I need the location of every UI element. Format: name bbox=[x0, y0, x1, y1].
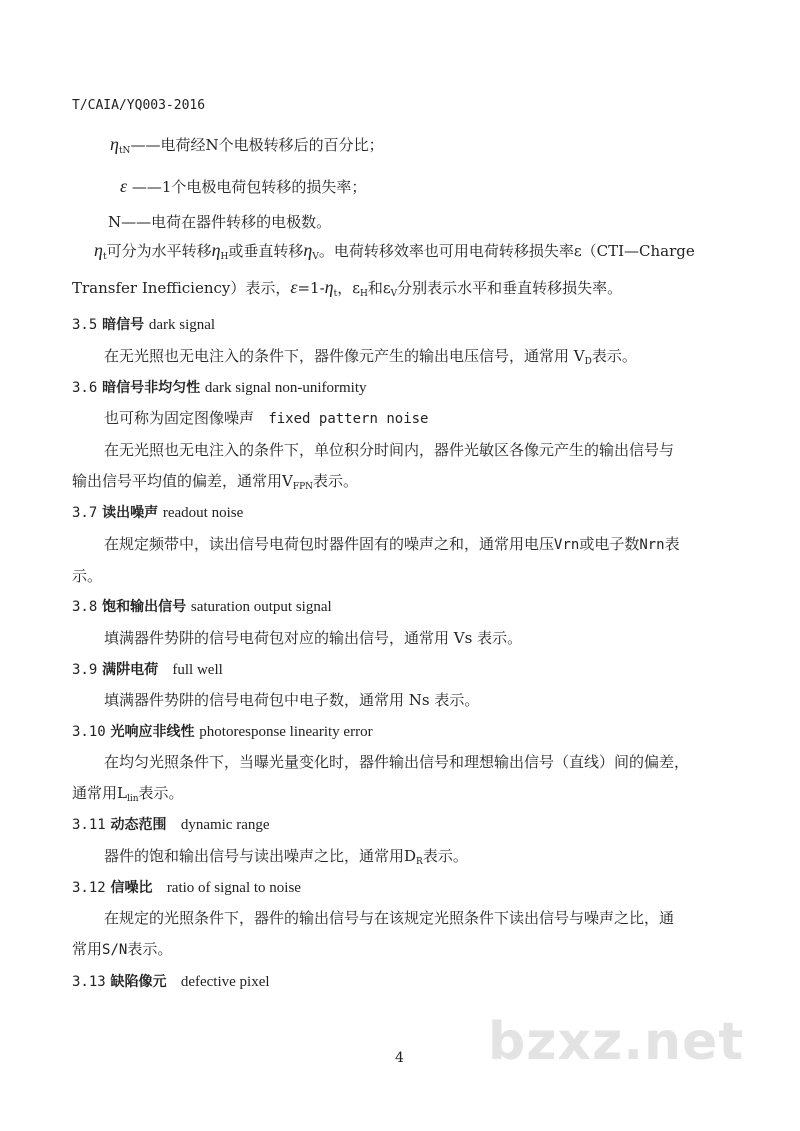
section-number: 3.8 bbox=[72, 599, 98, 615]
sub-v: V bbox=[390, 289, 398, 299]
body-symbol: Nrn bbox=[639, 537, 665, 553]
section-heading bbox=[72, 502, 243, 523]
epsilon-text: ——1个电极电荷包转移的损失率； bbox=[131, 178, 367, 196]
section-heading bbox=[72, 721, 373, 742]
body-text: 表示。 bbox=[127, 940, 173, 958]
section-number: 3.9 bbox=[72, 662, 98, 678]
cte-text-d: Transfer Inefficiency）表示， bbox=[72, 279, 291, 297]
body-text: 表示。 bbox=[422, 847, 468, 865]
section-number: 3.12 bbox=[72, 880, 106, 896]
term-english: photoresponse linearity error bbox=[199, 724, 373, 740]
n-definition: N——电荷在器件转移的电极数。 bbox=[108, 213, 332, 231]
cte-line-2 bbox=[72, 277, 622, 304]
page-number: 4 bbox=[395, 1050, 404, 1066]
section-body: 在均匀光照条件下，当曝光量变化时，器件输出信号和理想输出信号（直线）间的偏差， bbox=[104, 753, 690, 771]
section-body: 填满器件势阱的信号电荷包中电子数，通常用 Ns 表示。 bbox=[104, 691, 480, 709]
term-english: readout noise bbox=[162, 505, 244, 521]
body-text: 或电子数 bbox=[579, 535, 640, 553]
section-heading bbox=[72, 971, 270, 992]
section-number: 3.13 bbox=[72, 974, 106, 990]
body-text: 输出信号平均值的偏差，通常用V bbox=[72, 472, 293, 490]
cte-text-c: 。电荷转移效率也可用电荷转移损失率ε（CTI—Charge bbox=[318, 242, 695, 260]
cte-line-1 bbox=[94, 240, 695, 267]
section-body: 填满器件势阱的信号电荷包对应的输出信号，通常用 Vs 表示。 bbox=[104, 629, 523, 647]
subscript: R bbox=[416, 857, 423, 867]
term-chinese: 读出噪声 bbox=[102, 505, 159, 521]
sub-t: t bbox=[333, 289, 338, 299]
term-chinese: 饱和输出信号 bbox=[102, 599, 187, 615]
body-text: 表示。 bbox=[313, 472, 359, 490]
body-text: 常用 bbox=[72, 940, 103, 958]
sub-t: t bbox=[102, 252, 107, 262]
eta-subscript: tN bbox=[118, 146, 131, 156]
section-number: 3.5 bbox=[72, 317, 98, 333]
epsilon-definition bbox=[120, 176, 366, 197]
body-symbol: S/N bbox=[102, 942, 128, 958]
cte-text-g: 和ε bbox=[367, 279, 391, 297]
term-english: full well bbox=[172, 662, 223, 678]
term-chinese: 暗信号 bbox=[102, 317, 145, 333]
term-chinese: 暗信号非均匀性 bbox=[102, 380, 201, 396]
subscript: FPN bbox=[292, 482, 314, 492]
subscript: lin bbox=[126, 794, 139, 804]
section-heading bbox=[72, 814, 270, 835]
section-number: 3.6 bbox=[72, 380, 98, 396]
term-english: dynamic range bbox=[180, 817, 270, 833]
section-number: 3.7 bbox=[72, 505, 98, 521]
eta-symbol: η bbox=[303, 240, 313, 260]
subscript: D bbox=[584, 357, 592, 367]
section-body: 在规定的光照条件下，器件的输出信号与在该规定光照条件下读出信号与噪声之比，通 bbox=[104, 909, 675, 927]
sub-h: H bbox=[360, 289, 368, 299]
section-number: 3.11 bbox=[72, 817, 106, 833]
cte-text-e: =1- bbox=[297, 279, 325, 297]
cte-text-h: 分别表示水平和垂直转移损失率。 bbox=[397, 279, 623, 297]
epsilon-symbol: ε bbox=[290, 277, 298, 297]
sub-v: V bbox=[312, 252, 319, 262]
section-body bbox=[104, 846, 468, 872]
cte-text-b: 或垂直转移 bbox=[228, 242, 304, 260]
section-body bbox=[104, 534, 680, 555]
body-text: 在无光照也无电注入的条件下，器件像元产生的输出电压信号，通常用 V bbox=[104, 347, 585, 365]
section-number: 3.10 bbox=[72, 724, 106, 740]
body-text: 在规定频带中，读出信号电荷包时器件固有的噪声之和，通常用电压 bbox=[104, 535, 555, 553]
eta-symbol: η bbox=[94, 240, 103, 260]
alt-term-chinese: 也可称为固定图像噪声 bbox=[104, 409, 255, 427]
term-english: saturation output signal bbox=[190, 599, 332, 615]
eta-text: ——电荷经N个电极转移后的百分比； bbox=[130, 136, 384, 154]
term-english: dark signal bbox=[148, 317, 216, 333]
section-heading bbox=[72, 596, 332, 617]
cte-text-f: ，ε bbox=[337, 279, 360, 297]
section-body: 在无光照也无电注入的条件下，单位积分时间内，器件光敏区各像元产生的输出信号与 bbox=[104, 441, 675, 459]
term-chinese: 动态范围 bbox=[110, 817, 167, 833]
eta-symbol: η bbox=[211, 240, 221, 260]
epsilon-symbol: ε bbox=[120, 176, 128, 196]
section-body bbox=[72, 471, 358, 497]
body-text: 器件的饱和输出信号与读出噪声之比，通常用D bbox=[104, 847, 417, 865]
sub-h: H bbox=[220, 252, 229, 262]
eta-symbol: η bbox=[324, 277, 334, 297]
section-heading bbox=[72, 659, 223, 680]
body-symbol: Vrn bbox=[554, 537, 580, 553]
section-body: 示。 bbox=[72, 567, 103, 585]
body-text: 通常用L bbox=[72, 784, 127, 802]
watermark: bzxz.net bbox=[488, 1012, 745, 1072]
eta-symbol: η bbox=[110, 134, 119, 154]
body-text: 表示。 bbox=[591, 347, 637, 365]
section-heading bbox=[72, 377, 367, 398]
term-english: ratio of signal to noise bbox=[166, 880, 301, 896]
term-chinese: 满阱电荷 bbox=[102, 662, 159, 678]
section-body bbox=[72, 783, 184, 809]
body-text: 表 bbox=[664, 535, 680, 553]
eta-definition bbox=[110, 134, 384, 161]
section-body bbox=[104, 346, 637, 372]
body-text: 表示。 bbox=[138, 784, 184, 802]
term-chinese: 信噪比 bbox=[110, 880, 153, 896]
section-heading bbox=[72, 877, 301, 898]
alt-term-english: fixed pattern noise bbox=[268, 411, 429, 427]
section-body bbox=[72, 939, 172, 960]
standard-code: T/CAIA/YQ003-2016 bbox=[72, 98, 206, 113]
section-heading bbox=[72, 314, 215, 335]
term-chinese: 光响应非线性 bbox=[110, 724, 195, 740]
term-english: defective pixel bbox=[180, 974, 270, 990]
section-alt-term bbox=[104, 408, 428, 429]
cte-text-a: 可分为水平转移 bbox=[106, 242, 212, 260]
term-chinese: 缺陷像元 bbox=[110, 974, 167, 990]
term-english: dark signal non-uniformity bbox=[204, 380, 367, 396]
